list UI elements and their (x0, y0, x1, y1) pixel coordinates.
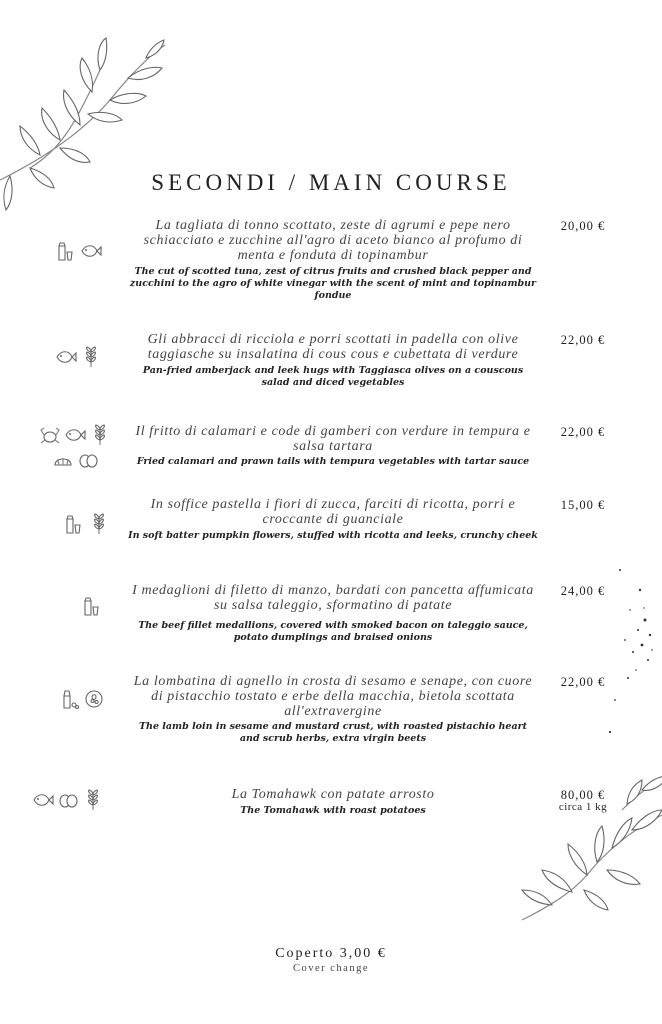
dish-name-en: The Tomahawk with roast potatoes (240, 805, 426, 816)
egg-icon (57, 789, 79, 811)
dish-weight-note: circa 1 kg (558, 801, 608, 813)
allergen-icons (80, 595, 104, 617)
mustard-icon (58, 688, 80, 710)
dish-name-it: Il fritto di calamari e code di gamberi con verdure in tempura e salsa tartara (135, 424, 531, 454)
dish-name-it: In soffice pastella i fiori di zucca, farciti di ricotta, porri e croccante di guanciale (150, 497, 516, 527)
cover-charge-en: Cover change (292, 963, 370, 974)
shellfish-icon (52, 449, 74, 471)
milk-icon (81, 595, 103, 617)
fish-icon (55, 346, 77, 368)
crustacean-icon (39, 424, 61, 446)
page-title: SECONDI / MAIN COURSE (151, 170, 511, 195)
dish-name-it: I medaglioni di filetto di manzo, bardati con pancetta affumicata su salsa taleggio, sformatino di patate (132, 583, 534, 613)
dish-name-en: In soft batter pumpkin flowers, stuffed with ricotta and leeks, crunchy cheek (128, 530, 538, 541)
wheat-icon (82, 789, 104, 811)
dish-name-en: The beef fillet medallions, covered with smoked bacon on taleggio sauce, potato dumplings and braised onions (138, 620, 528, 643)
dish-name-it: La Tomahawk con patate arrosto (231, 787, 435, 802)
dish-name-it: La tagliata di tonno scottato, zeste di agrumi e pepe nero schiacciato e zucchine all'agro di aceto bianco al profumo di menta e fonduta di topinambur (143, 218, 523, 263)
wheat-icon (88, 513, 110, 535)
fish-icon (80, 240, 102, 262)
dish-price: 20,00 € (560, 219, 606, 233)
dish-name-en: The lamb loin in sesame and mustard crust, with roasted pistachio heart and scrub herbs, extra virgin beets (138, 721, 528, 744)
egg-icon (77, 449, 99, 471)
milk-icon (63, 513, 85, 535)
fish-icon (64, 424, 86, 446)
dish-price: 24,00 € (560, 584, 606, 598)
dish-name-en: Pan-fried amberjack and leek hugs with Taggiasca olives on a couscous salad and diced vegetables (142, 365, 524, 388)
allergen-icons (30, 424, 120, 471)
dish-price: 15,00 € (560, 498, 606, 512)
milk-icon (55, 240, 77, 262)
cover-charge: Coperto 3,00 € (275, 946, 387, 961)
dish-price: 22,00 € (560, 425, 606, 439)
allergen-icons (58, 513, 114, 535)
allergen-icons (48, 346, 108, 368)
dish-name-en: Fried calamari and prawn tails with tempura vegetables with tartar sauce (136, 456, 530, 467)
dish-name-en: The cut of scotted tuna, zest of citrus fruits and crushed black pepper and zucchini to the agro of white vinegar with the scent of mint and topinambur fondue (129, 266, 537, 301)
dish-price: 80,00 € (560, 788, 606, 802)
dish-name-it: Gli abbracci di ricciola e porri scottati in padella con olive taggiasche su insalatina di cous cous e cubettata di verdure (147, 332, 519, 362)
allergen-icons (48, 240, 108, 262)
dish-name-it: La lombatina di agnello in crosta di sesamo e senape, con cuore di pistacchio tostato e erbe della macchia, bietola scottata all'extravergine (133, 674, 533, 719)
allergen-icons (56, 688, 106, 710)
dish-price: 22,00 € (560, 675, 606, 689)
allergen-icons (28, 789, 108, 811)
leaf-branch-top-left (0, 30, 170, 230)
fish-icon (32, 789, 54, 811)
wheat-icon (80, 346, 102, 368)
sesame-icon (83, 688, 105, 710)
dish-price: 22,00 € (560, 333, 606, 347)
wheat-icon (89, 424, 111, 446)
